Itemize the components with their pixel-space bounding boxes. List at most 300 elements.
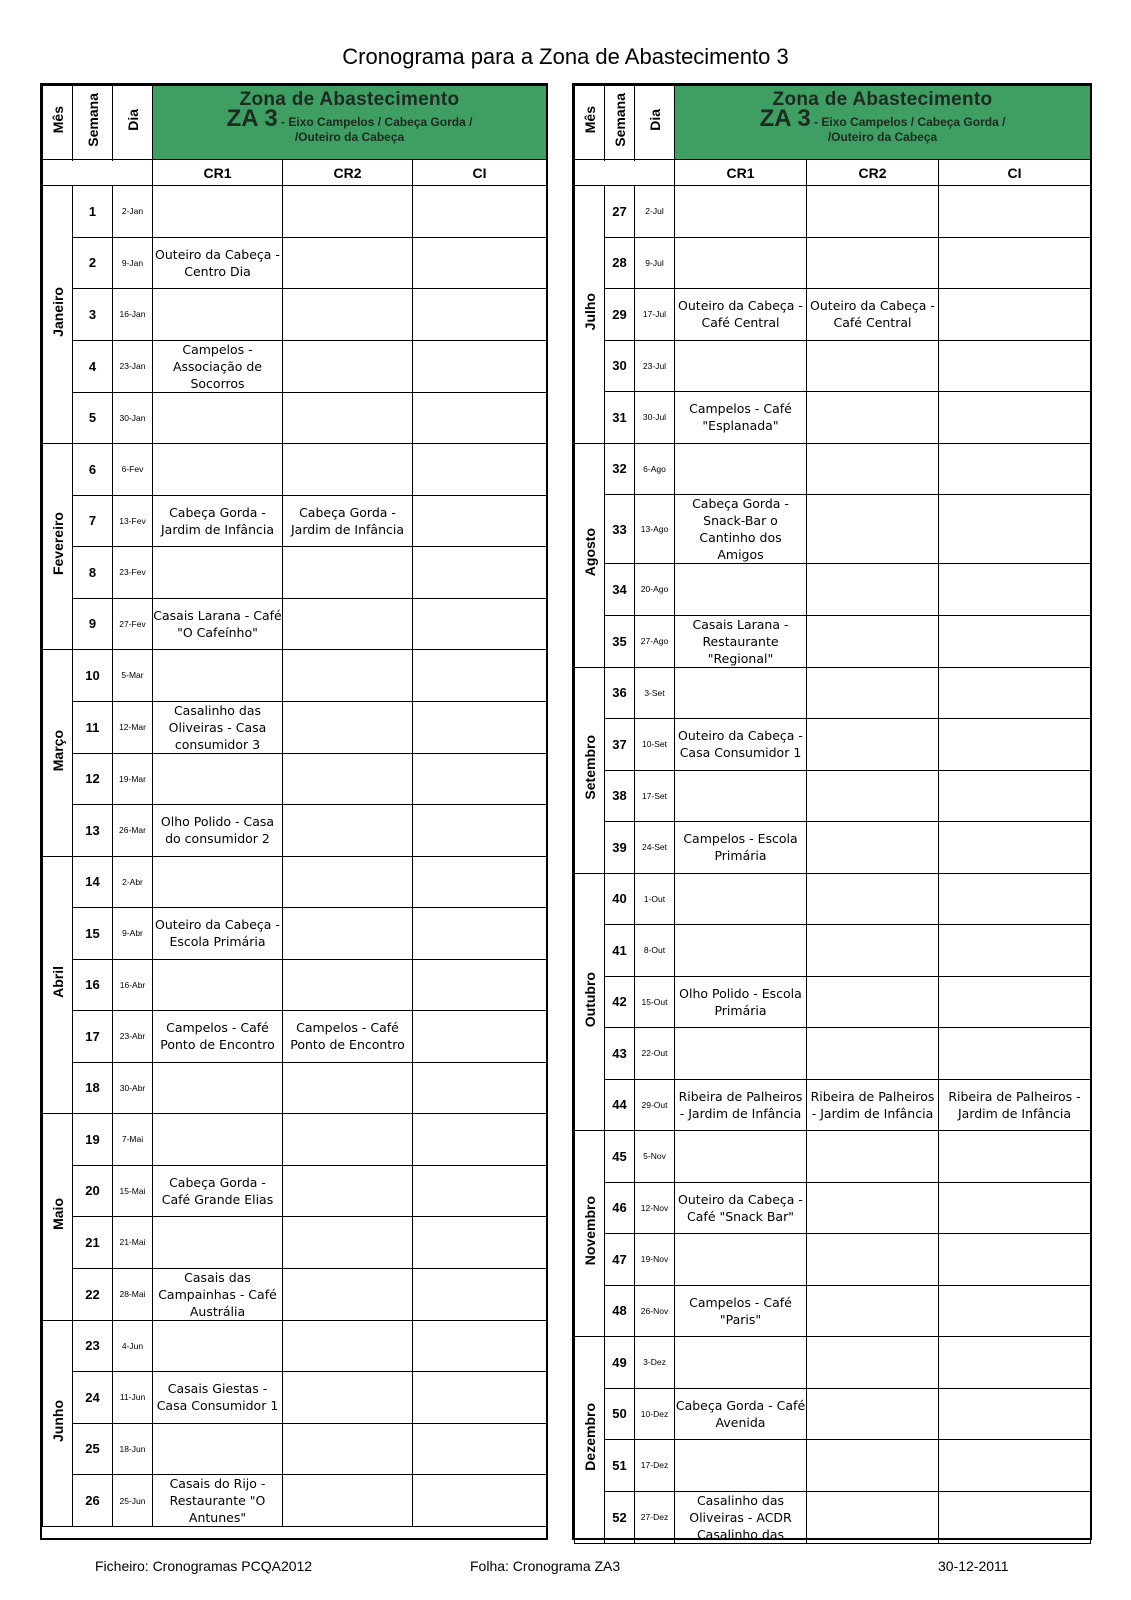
day-cell: 26-Mar xyxy=(113,805,153,857)
week-cell: 45 xyxy=(605,1131,635,1183)
cr1-cell xyxy=(675,925,807,977)
cr1-cell: Ribeira de Palheiros - Jardim de Infância xyxy=(675,1079,807,1131)
table-row xyxy=(43,1217,547,1269)
cr2-cell xyxy=(283,959,413,1011)
table-row xyxy=(575,495,1091,564)
table-row xyxy=(575,925,1091,977)
day-cell: 13-Fev xyxy=(113,495,153,547)
table-row xyxy=(575,1131,1091,1183)
week-cell: 32 xyxy=(605,443,635,495)
week-cell: 31 xyxy=(605,392,635,444)
table-row xyxy=(575,443,1091,495)
cr1-cell: Campelos - Café "Esplanada" xyxy=(675,392,807,444)
table-row xyxy=(43,186,547,238)
day-cell: 23-Fev xyxy=(113,547,153,599)
day-cell: 9-Abr xyxy=(113,908,153,960)
cr1-cell: Cabeça Gorda - Jardim de Infância xyxy=(153,495,283,547)
week-cell: 42 xyxy=(605,976,635,1028)
ci-cell xyxy=(413,1114,547,1166)
month-header: Mês xyxy=(575,86,605,160)
cr1-cell: Casais do Rijo - Restaurante "O Antunes" xyxy=(153,1475,283,1527)
day-cell: 24-Set xyxy=(635,822,675,874)
cr2-cell xyxy=(283,1217,413,1269)
cr1-cell xyxy=(153,1062,283,1114)
cr1-cell xyxy=(675,564,807,616)
cr2-cell xyxy=(283,1268,413,1320)
ci-cell xyxy=(413,1217,547,1269)
cr2-cell xyxy=(807,976,939,1028)
table-row xyxy=(43,1372,547,1424)
ci-cell xyxy=(939,719,1091,771)
cr2-cell xyxy=(283,856,413,908)
ci-cell xyxy=(413,392,547,444)
table-row xyxy=(575,873,1091,925)
cr1-cell: Campelos - Associação de Socorros xyxy=(153,340,283,392)
day-cell: 11-Jun xyxy=(113,1372,153,1424)
cr2-cell xyxy=(283,289,413,341)
cr2-cell xyxy=(283,444,413,496)
day-cell: 17-Jul xyxy=(635,289,675,341)
ci-cell xyxy=(939,495,1091,564)
month-cell: Abril xyxy=(43,856,73,1114)
week-cell: 20 xyxy=(73,1165,113,1217)
table-row xyxy=(43,908,547,960)
month-cell: Junho xyxy=(43,1320,73,1527)
day-cell: 6-Fev xyxy=(113,444,153,496)
zone-header: Zona de Abastecimento ZA 3 - Eixo Campelos / Cabeça Gorda / /Outeiro da Cabeça xyxy=(153,86,547,160)
day-cell: 18-Jun xyxy=(113,1423,153,1475)
cr1-cell: Campelos - Escola Primária xyxy=(675,822,807,874)
schedule-table xyxy=(42,85,547,1527)
cr2-cell xyxy=(807,237,939,289)
week-cell: 23 xyxy=(73,1320,113,1372)
week-cell: 24 xyxy=(73,1372,113,1424)
cr1-cell xyxy=(675,1234,807,1286)
week-cell: 9 xyxy=(73,598,113,650)
week-cell: 10 xyxy=(73,650,113,702)
cr1-cell xyxy=(153,1320,283,1372)
cr2-cell xyxy=(807,873,939,925)
table-row xyxy=(43,444,547,496)
cr1-cell xyxy=(675,340,807,392)
cr1-cell xyxy=(153,1114,283,1166)
schedule-table-first-half xyxy=(40,83,548,1540)
cr2-cell: Outeiro da Cabeça - Café Central xyxy=(807,289,939,341)
table-row xyxy=(575,1491,1091,1543)
day-cell: 4-Jun xyxy=(113,1320,153,1372)
ci-cell xyxy=(939,186,1091,238)
zone-header: Zona de Abastecimento ZA 3 - Eixo Campelos / Cabeça Gorda / /Outeiro da Cabeça xyxy=(675,86,1091,160)
cr2-cell xyxy=(807,1491,939,1543)
day-cell: 9-Jul xyxy=(635,237,675,289)
month-header: Mês xyxy=(43,86,73,160)
week-cell: 37 xyxy=(605,719,635,771)
col-header-ci: CI xyxy=(413,160,547,186)
week-cell: 4 xyxy=(73,340,113,392)
table-row xyxy=(43,237,547,289)
month-cell: Setembro xyxy=(575,667,605,873)
ci-cell xyxy=(939,925,1091,977)
ci-cell xyxy=(939,667,1091,719)
table-row xyxy=(575,615,1091,667)
cr2-cell xyxy=(283,237,413,289)
ci-cell xyxy=(939,237,1091,289)
month-cell: Maio xyxy=(43,1114,73,1321)
cr2-cell xyxy=(283,547,413,599)
month-cell: Novembro xyxy=(575,1131,605,1337)
day-cell: 13-Ago xyxy=(635,495,675,564)
month-cell: Dezembro xyxy=(575,1337,605,1544)
day-cell: 15-Out xyxy=(635,976,675,1028)
cr1-cell xyxy=(153,1423,283,1475)
col-header-cr2: CR2 xyxy=(283,160,413,186)
week-cell: 48 xyxy=(605,1285,635,1337)
week-cell: 6 xyxy=(73,444,113,496)
day-cell: 23-Jul xyxy=(635,340,675,392)
table-row xyxy=(43,1268,547,1320)
week-cell: 44 xyxy=(605,1079,635,1131)
day-cell: 25-Jun xyxy=(113,1475,153,1527)
week-cell: 40 xyxy=(605,873,635,925)
day-cell: 17-Dez xyxy=(635,1440,675,1492)
week-cell: 47 xyxy=(605,1234,635,1286)
day-cell: 9-Jan xyxy=(113,237,153,289)
ci-cell xyxy=(413,753,547,805)
ci-cell xyxy=(413,237,547,289)
day-cell: 12-Nov xyxy=(635,1182,675,1234)
cr1-cell: Olho Polido - Casa do consumidor 2 xyxy=(153,805,283,857)
cr1-cell: Campelos - Café "Paris" xyxy=(675,1285,807,1337)
cr1-cell xyxy=(675,1028,807,1080)
day-cell: 29-Out xyxy=(635,1079,675,1131)
ci-cell xyxy=(939,392,1091,444)
ci-cell xyxy=(413,1475,547,1527)
cr2-cell xyxy=(283,1372,413,1424)
table-row xyxy=(575,1440,1091,1492)
table-row xyxy=(575,667,1091,719)
ci-cell xyxy=(413,1320,547,1372)
cr1-cell xyxy=(153,753,283,805)
cr2-cell xyxy=(807,1182,939,1234)
day-cell: 17-Set xyxy=(635,770,675,822)
week-cell: 1 xyxy=(73,186,113,238)
cr2-cell xyxy=(807,186,939,238)
table-row xyxy=(43,598,547,650)
cr1-cell xyxy=(675,1440,807,1492)
week-cell: 29 xyxy=(605,289,635,341)
day-cell: 27-Fev xyxy=(113,598,153,650)
week-cell: 51 xyxy=(605,1440,635,1492)
page-title: Cronograma para a Zona de Abastecimento 3 xyxy=(342,44,789,69)
cr2-cell xyxy=(283,1114,413,1166)
week-cell: 52 xyxy=(605,1491,635,1543)
day-cell: 27-Ago xyxy=(635,615,675,667)
table-row xyxy=(43,753,547,805)
week-cell: 43 xyxy=(605,1028,635,1080)
cr2-cell xyxy=(283,908,413,960)
cr2-cell: Cabeça Gorda - Jardim de Infância xyxy=(283,495,413,547)
cr1-cell xyxy=(153,289,283,341)
table-row xyxy=(43,495,547,547)
ci-cell xyxy=(939,976,1091,1028)
cr1-cell: Casalinho das Oliveiras - ACDR Casalinho das xyxy=(675,1491,807,1543)
cr2-cell xyxy=(283,340,413,392)
week-cell: 14 xyxy=(73,856,113,908)
week-cell: 35 xyxy=(605,615,635,667)
day-cell: 6-Ago xyxy=(635,443,675,495)
week-header: Semana xyxy=(73,86,113,160)
month-cell: Outubro xyxy=(575,873,605,1131)
ci-cell xyxy=(939,1388,1091,1440)
cr2-cell xyxy=(283,805,413,857)
week-cell: 39 xyxy=(605,822,635,874)
table-row xyxy=(43,959,547,1011)
day-cell: 21-Mai xyxy=(113,1217,153,1269)
day-cell: 27-Dez xyxy=(635,1491,675,1543)
month-cell: Fevereiro xyxy=(43,444,73,650)
day-cell: 1-Out xyxy=(635,873,675,925)
week-cell: 8 xyxy=(73,547,113,599)
cr1-cell: Outeiro da Cabeça - Café "Snack Bar" xyxy=(675,1182,807,1234)
ci-cell xyxy=(939,1285,1091,1337)
cr2-cell xyxy=(807,719,939,771)
day-cell: 15-Mai xyxy=(113,1165,153,1217)
ci-cell xyxy=(413,340,547,392)
cr1-cell xyxy=(153,547,283,599)
cr1-cell: Cabeça Gorda - Café Avenida xyxy=(675,1388,807,1440)
table-row xyxy=(575,392,1091,444)
ci-cell xyxy=(939,822,1091,874)
col-header-cr1: CR1 xyxy=(153,160,283,186)
ci-cell xyxy=(413,598,547,650)
day-cell: 23-Abr xyxy=(113,1011,153,1063)
month-cell: Março xyxy=(43,650,73,857)
footer-sheet: Folha: Cronograma ZA3 xyxy=(470,1558,621,1574)
table-row xyxy=(575,1234,1091,1286)
cr1-cell xyxy=(153,444,283,496)
day-cell: 10-Dez xyxy=(635,1388,675,1440)
cr1-cell xyxy=(675,770,807,822)
cr2-cell xyxy=(283,1475,413,1527)
week-cell: 41 xyxy=(605,925,635,977)
table-row xyxy=(575,1028,1091,1080)
week-cell: 17 xyxy=(73,1011,113,1063)
cr2-cell xyxy=(807,1131,939,1183)
day-cell: 28-Mai xyxy=(113,1268,153,1320)
cr2-cell xyxy=(283,1062,413,1114)
cr2-cell xyxy=(283,753,413,805)
cr2-cell xyxy=(283,186,413,238)
cr2-cell xyxy=(807,1440,939,1492)
day-cell: 12-Mar xyxy=(113,701,153,753)
cr1-cell: Outeiro da Cabeça - Escola Primária xyxy=(153,908,283,960)
table-row xyxy=(43,805,547,857)
table-row xyxy=(43,1062,547,1114)
table-row xyxy=(43,1320,547,1372)
ci-cell xyxy=(413,650,547,702)
day-header: Dia xyxy=(113,86,153,160)
cr2-cell xyxy=(283,392,413,444)
week-cell: 34 xyxy=(605,564,635,616)
cr1-cell: Outeiro da Cabeça - Casa Consumidor 1 xyxy=(675,719,807,771)
week-cell: 18 xyxy=(73,1062,113,1114)
day-header: Dia xyxy=(635,86,675,160)
cr2-cell xyxy=(807,822,939,874)
cr2-cell xyxy=(807,925,939,977)
ci-cell xyxy=(939,564,1091,616)
day-cell: 26-Nov xyxy=(635,1285,675,1337)
week-cell: 30 xyxy=(605,340,635,392)
ci-cell xyxy=(413,547,547,599)
cr2-cell xyxy=(283,1423,413,1475)
cr1-cell xyxy=(675,873,807,925)
col-header-cr2: CR2 xyxy=(807,160,939,186)
ci-cell xyxy=(939,1234,1091,1286)
cr2-cell xyxy=(283,1320,413,1372)
ci-cell xyxy=(939,1028,1091,1080)
table-row xyxy=(43,1475,547,1527)
cr2-cell xyxy=(283,650,413,702)
cr2-cell xyxy=(807,1234,939,1286)
cr1-cell: Campelos - Café Ponto de Encontro xyxy=(153,1011,283,1063)
month-cell: Agosto xyxy=(575,443,605,667)
day-cell: 23-Jan xyxy=(113,340,153,392)
cr1-cell xyxy=(675,1131,807,1183)
table-row xyxy=(43,289,547,341)
ci-cell xyxy=(939,615,1091,667)
week-cell: 19 xyxy=(73,1114,113,1166)
week-cell: 5 xyxy=(73,392,113,444)
table-row xyxy=(575,1388,1091,1440)
cr2-cell xyxy=(807,667,939,719)
schedule-table xyxy=(574,85,1091,1544)
cr1-cell: Casais Larana - Café "O Cafeínho" xyxy=(153,598,283,650)
ci-cell xyxy=(413,1165,547,1217)
cr1-cell: Cabeça Gorda - Café Grande Elias xyxy=(153,1165,283,1217)
cr2-cell xyxy=(807,340,939,392)
ci-cell xyxy=(939,1337,1091,1389)
week-cell: 16 xyxy=(73,959,113,1011)
table-row xyxy=(43,1165,547,1217)
ci-cell xyxy=(413,1423,547,1475)
ci-cell xyxy=(939,1491,1091,1543)
cr1-cell: Casais Giestas - Casa Consumidor 1 xyxy=(153,1372,283,1424)
ci-cell xyxy=(413,959,547,1011)
table-row xyxy=(575,976,1091,1028)
cr1-cell: Casais das Campainhas - Café Austrália xyxy=(153,1268,283,1320)
cr1-cell xyxy=(153,856,283,908)
day-cell: 5-Nov xyxy=(635,1131,675,1183)
cr2-cell xyxy=(807,1285,939,1337)
day-cell: 5-Mar xyxy=(113,650,153,702)
day-cell: 30-Jan xyxy=(113,392,153,444)
cr2-cell xyxy=(807,770,939,822)
cr1-cell xyxy=(153,392,283,444)
cr1-cell: Casalinho das Oliveiras - Casa consumidor 3 xyxy=(153,701,283,753)
table-row xyxy=(575,186,1091,238)
day-cell: 19-Nov xyxy=(635,1234,675,1286)
col-header-ci: CI xyxy=(939,160,1091,186)
week-cell: 7 xyxy=(73,495,113,547)
table-row xyxy=(575,1182,1091,1234)
week-cell: 2 xyxy=(73,237,113,289)
table-row xyxy=(575,340,1091,392)
cr1-cell xyxy=(675,667,807,719)
cr1-cell xyxy=(675,186,807,238)
ci-cell xyxy=(939,340,1091,392)
table-row xyxy=(43,1114,547,1166)
ci-cell: Ribeira de Palheiros - Jardim de Infância xyxy=(939,1079,1091,1131)
ci-cell xyxy=(939,443,1091,495)
footer-date: 30-12-2011 xyxy=(938,1558,1009,1574)
day-cell: 16-Abr xyxy=(113,959,153,1011)
cr2-cell xyxy=(807,564,939,616)
month-cell: Janeiro xyxy=(43,186,73,444)
cr1-cell: Casais Larana - Restaurante "Regional" xyxy=(675,615,807,667)
ci-cell xyxy=(413,1372,547,1424)
table-row xyxy=(575,237,1091,289)
ci-cell xyxy=(939,1182,1091,1234)
table-row xyxy=(43,856,547,908)
day-cell: 19-Mar xyxy=(113,753,153,805)
cr2-cell xyxy=(807,615,939,667)
table-row xyxy=(575,289,1091,341)
cr2-cell xyxy=(807,1028,939,1080)
week-cell: 46 xyxy=(605,1182,635,1234)
cr2-cell xyxy=(283,701,413,753)
cr2-cell: Ribeira de Palheiros - Jardim de Infância xyxy=(807,1079,939,1131)
ci-cell xyxy=(413,856,547,908)
table-row xyxy=(43,1423,547,1475)
cr1-cell xyxy=(675,443,807,495)
week-cell: 25 xyxy=(73,1423,113,1475)
week-cell: 11 xyxy=(73,701,113,753)
week-cell: 38 xyxy=(605,770,635,822)
table-row xyxy=(43,547,547,599)
table-row xyxy=(575,1285,1091,1337)
week-cell: 13 xyxy=(73,805,113,857)
week-cell: 50 xyxy=(605,1388,635,1440)
ci-cell xyxy=(413,289,547,341)
cr2-cell xyxy=(807,495,939,564)
day-cell: 8-Out xyxy=(635,925,675,977)
ci-cell xyxy=(413,495,547,547)
day-cell: 10-Set xyxy=(635,719,675,771)
cr1-cell xyxy=(153,650,283,702)
ci-cell xyxy=(413,908,547,960)
day-cell: 3-Dez xyxy=(635,1337,675,1389)
table-row xyxy=(575,822,1091,874)
week-cell: 26 xyxy=(73,1475,113,1527)
week-cell: 49 xyxy=(605,1337,635,1389)
ci-cell xyxy=(939,770,1091,822)
ci-cell xyxy=(939,1440,1091,1492)
day-cell: 3-Set xyxy=(635,667,675,719)
ci-cell xyxy=(413,444,547,496)
week-cell: 22 xyxy=(73,1268,113,1320)
table-row xyxy=(575,719,1091,771)
col-header-cr1: CR1 xyxy=(675,160,807,186)
table-row xyxy=(43,340,547,392)
table-row xyxy=(575,1337,1091,1389)
ci-cell xyxy=(939,873,1091,925)
week-cell: 28 xyxy=(605,237,635,289)
cr1-cell: Outeiro da Cabeça - Centro Dia xyxy=(153,237,283,289)
ci-cell xyxy=(939,1131,1091,1183)
week-cell: 27 xyxy=(605,186,635,238)
table-row xyxy=(43,392,547,444)
cr1-cell: Outeiro da Cabeça - Café Central xyxy=(675,289,807,341)
